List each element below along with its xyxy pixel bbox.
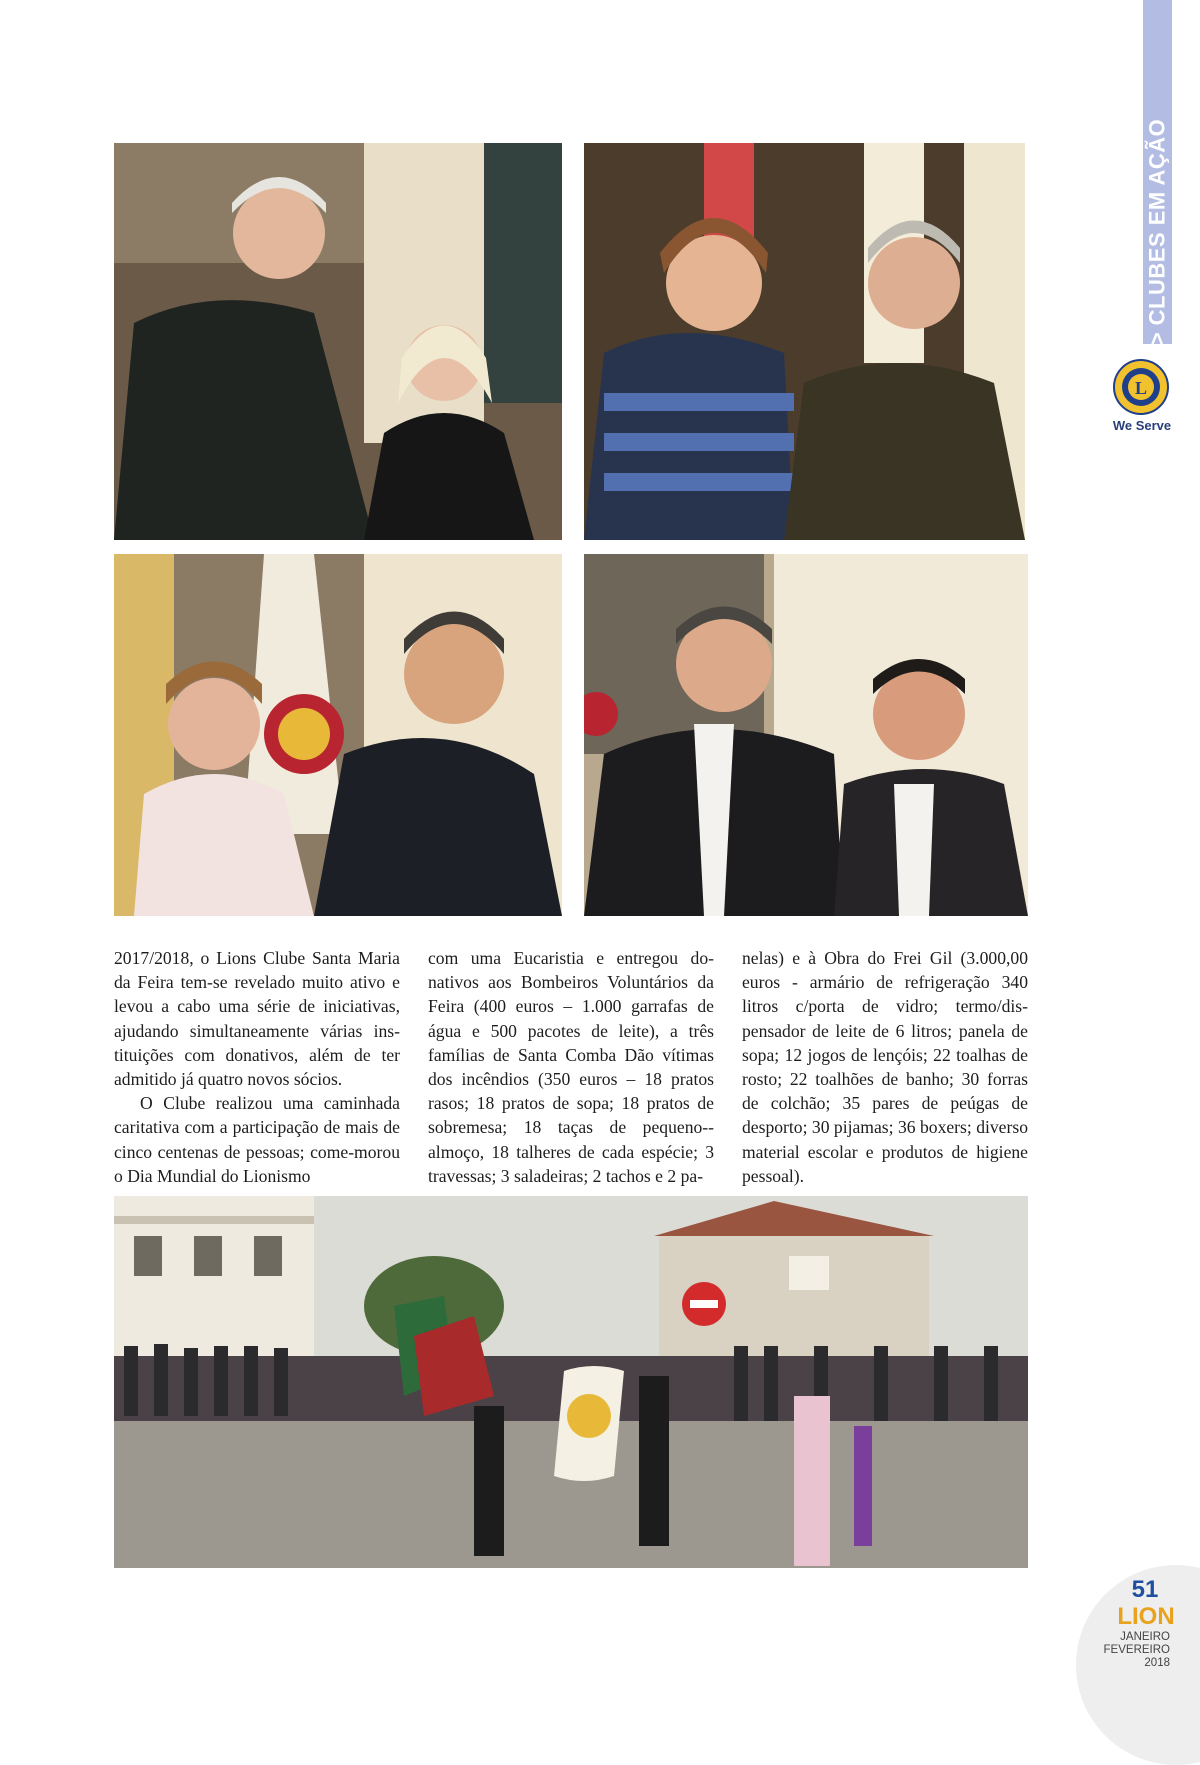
photo-two-members bbox=[584, 554, 1028, 916]
svg-text:L: L bbox=[1134, 378, 1148, 398]
lions-logo-icon bbox=[1110, 358, 1172, 416]
article-paragraph: O Clube realizou uma caminhada caritativa com a participação de mais de cinco centenas de pessoas; come-morou o Dia Mundial do Lionismo bbox=[114, 1093, 400, 1186]
article-column-1 bbox=[114, 946, 400, 1188]
magazine-name: LION bbox=[1117, 1603, 1175, 1630]
section-tab-label-wrap bbox=[1143, 120, 1172, 344]
article-paragraph: nelas) e à Obra do Frei Gil (3.000,00 euros - armário de refrigeração 340 litros c/porta de vidro; termo/dis-pensador de leite de 6 litros; panela de sopa; 12 jogos de lençóis; 22 toalhas de rosto; 22 toalhões de banho; 30 forras de colchão; 35 pares de peúgas de desporto; 30 pijamas; 36 boxers; diverso material escolar e produtos de higiene pessoal). bbox=[742, 948, 1028, 1186]
article-paragraph: com uma Eucaristia e entregou do-nativos aos Bombeiros Voluntários da Feira (400 euros – 1.000 garrafas de água e 500 pacotes de leite), a três famílias de Santa Comba Dão vítimas dos incêndios (350 euros – 18 pratos rasos; 18 pratos de sopa; 18 pratos de sobremesa; 18 taças de pequeno--almoço, 18 talheres de cada espécie; 3 travessas; 3 saladeiras; 2 tachos e 2 pa- bbox=[428, 948, 714, 1186]
photo-pin-ceremony-2 bbox=[584, 143, 1025, 540]
article-paragraph: 2017/2018, o Lions Clube Santa Maria da Feira tem-se revelado muito ativo e levou a cabo uma série de iniciativas, ajudando simultaneamente várias ins-tituições com donativos, além de ter admitido já quatro novos sócios. bbox=[114, 948, 400, 1090]
article-column-3 bbox=[742, 946, 1028, 1188]
issue-month-1: JANEIRO bbox=[1120, 1631, 1170, 1643]
page-number: 51 bbox=[1131, 1576, 1159, 1603]
issue-year: 2018 bbox=[1144, 1657, 1170, 1669]
photo-pin-ceremony-3 bbox=[114, 554, 562, 916]
section-tab-label: > CLUBES EM AÇÃO bbox=[1144, 118, 1170, 346]
photo-pin-ceremony-1 bbox=[114, 143, 562, 540]
issue-month-2: FEVEREIRO bbox=[1103, 1644, 1170, 1656]
photo-street-parade bbox=[114, 1196, 1028, 1568]
logo-tagline: We Serve bbox=[1112, 418, 1172, 433]
article-column-2 bbox=[428, 946, 714, 1188]
